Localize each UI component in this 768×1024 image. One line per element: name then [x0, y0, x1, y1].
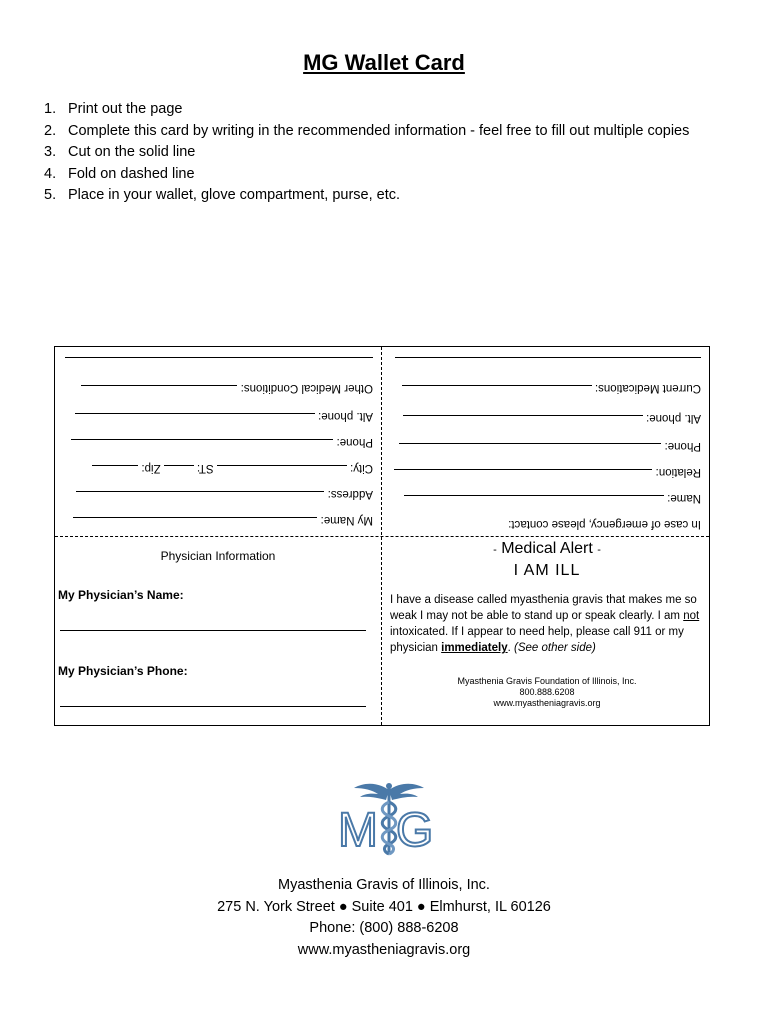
emergency-alt-phone-field: Alt. phone: — [403, 412, 701, 426]
address-field: Address: — [76, 488, 373, 502]
list-item: 4. Fold on dashed line — [44, 165, 195, 182]
physician-panel — [55, 538, 381, 727]
city-st-zip-field: City: ST: Zip: — [92, 462, 373, 476]
emergency-contact-panel — [383, 347, 709, 536]
fold-line — [55, 536, 709, 537]
list-item: 2. Complete this card by writing in the recommended information - feel free to fill out multiple copies — [44, 122, 690, 139]
org-phone: Phone: (800) 888-6208 — [309, 920, 459, 936]
contact-block — [0, 875, 768, 961]
caduceus-icon — [334, 776, 444, 856]
org-address: 275 N. York Street ● Suite 401 ● Elmhurst, IL 60126 — [217, 898, 551, 915]
physician-phone-line — [60, 706, 366, 707]
physician-phone-label: My Physician’s Phone: — [58, 664, 188, 678]
medications-line — [395, 354, 701, 368]
phone-field: Phone: — [71, 436, 373, 450]
physician-title: Physician Information — [160, 549, 276, 563]
logo-letter-g: G — [396, 804, 434, 856]
foundation-info: Myasthenia Gravis Foundation of Illinois, Inc. 800.888.6208 www.myastheniagravis.org — [457, 676, 637, 708]
medical-alert-heading: - Medical Alert - — [493, 540, 601, 557]
list-item: 3. Cut on the solid line — [44, 144, 196, 160]
emergency-name-field: Name: — [404, 492, 701, 506]
other-conditions-field: Other Medical Conditions: — [81, 382, 373, 396]
alt-phone-field: Alt. phone: — [75, 410, 373, 424]
list-item: 1. Print out the page — [44, 101, 183, 117]
physician-name-label: My Physician’s Name: — [58, 588, 184, 602]
org-name: Myasthenia Gravis of Illinois, Inc. — [278, 877, 490, 893]
card-back-side — [55, 347, 709, 536]
conditions-line — [65, 354, 373, 368]
list-item: 5. Place in your wallet, glove compartment, purse, etc. — [44, 187, 401, 203]
emergency-relation-field: Relation: — [394, 466, 701, 480]
logo-letter-m: M — [338, 804, 378, 856]
mg-logo — [334, 776, 444, 856]
physician-name-line — [60, 630, 366, 631]
i-am-ill-heading: I AM ILL — [513, 562, 581, 579]
medical-alert-text: I have a disease called myasthenia gravis that makes me so weak I may not be able to stand up or speak clearly. I am not intoxicated. If I appear to need help, please call 911 or my physician immediately. (See other side) — [390, 594, 700, 654]
my-name-field: My Name: — [73, 514, 373, 528]
emergency-phone-field: Phone: — [399, 440, 701, 454]
medical-alert-panel — [383, 538, 711, 727]
instructions-list — [44, 99, 734, 207]
medications-field: Current Medications: — [402, 382, 701, 396]
emergency-heading: In case of emergency, please contact: — [508, 518, 701, 530]
patient-info-panel — [53, 347, 381, 536]
org-website: www.myastheniagravis.org — [297, 941, 471, 958]
page-title: MG Wallet Card — [303, 50, 465, 75]
wallet-card — [54, 346, 710, 726]
